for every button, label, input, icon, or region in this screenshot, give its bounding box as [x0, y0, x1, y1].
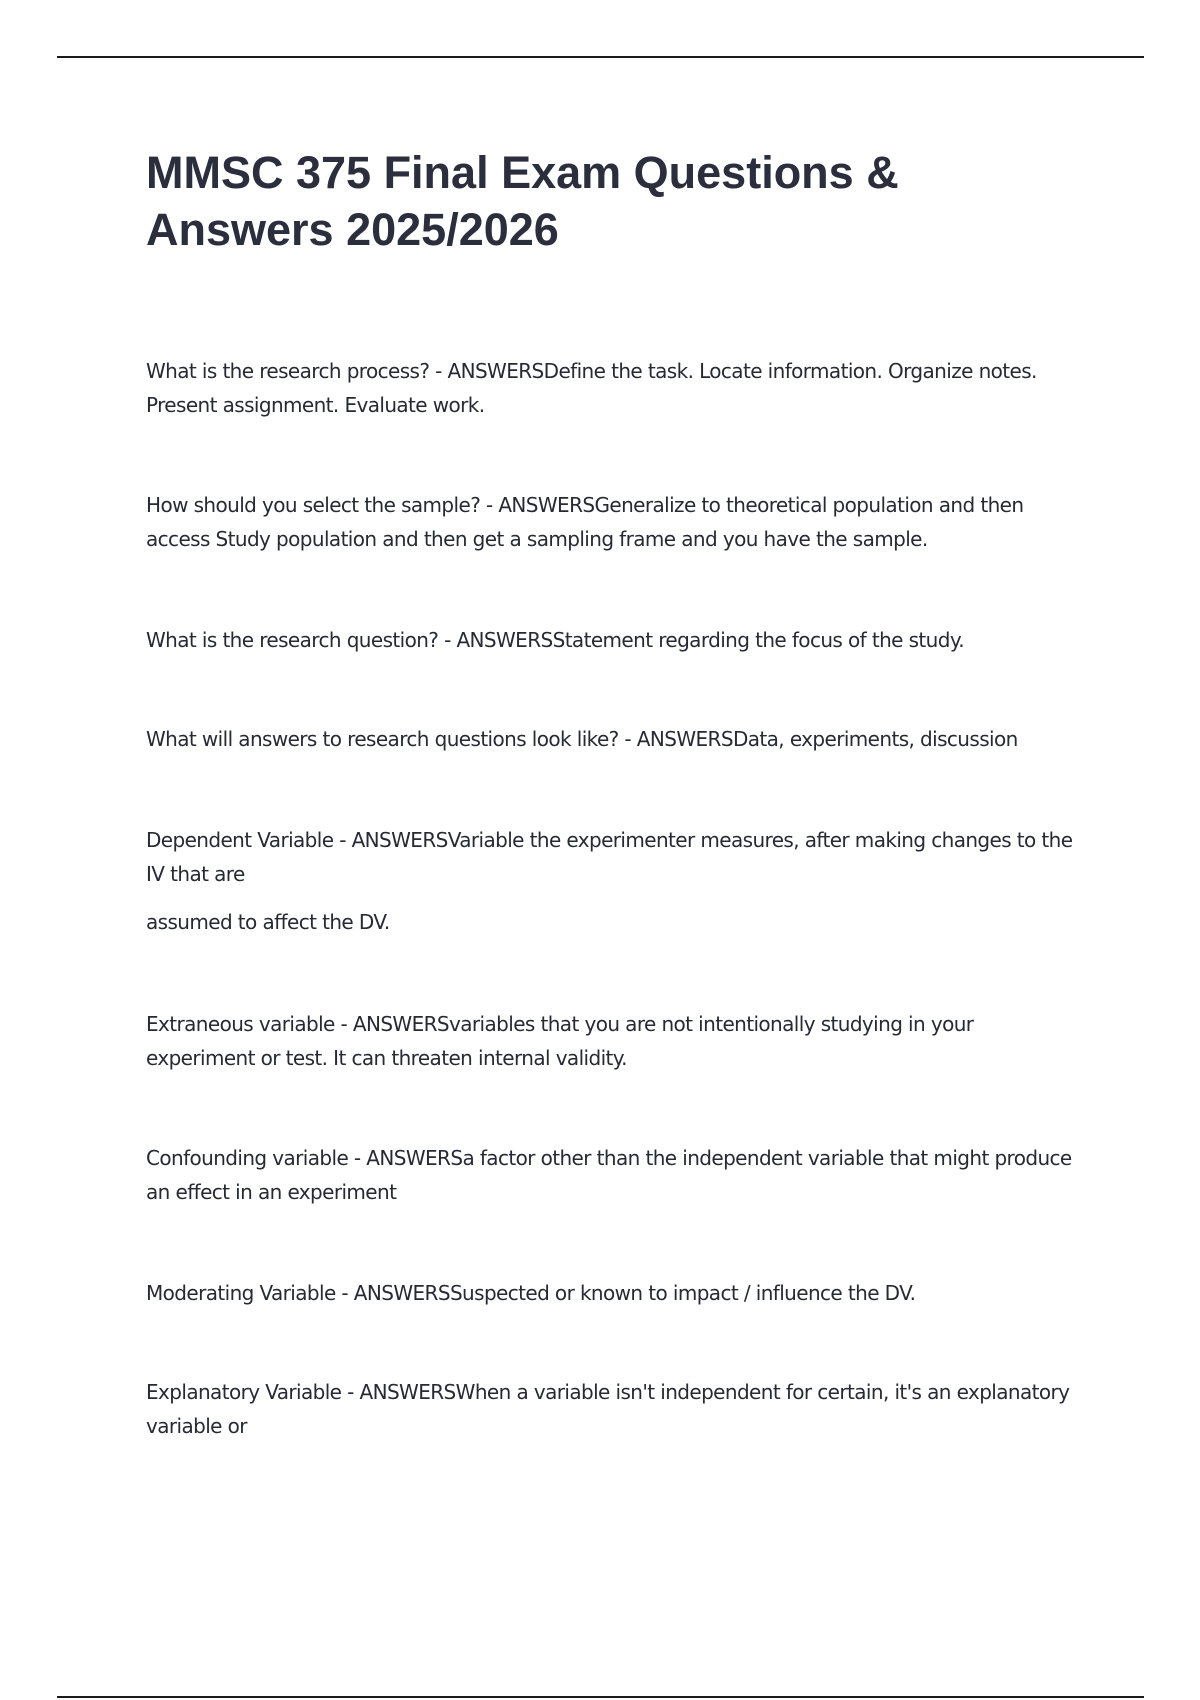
qa-entry — [146, 1276, 1076, 1310]
qa-entry-text: What will answers to research questions look like? - ANSWERSData, experiments, discussion — [146, 727, 1018, 751]
qa-entry-text: How should you select the sample? - ANSWERSGeneralize to theoretical population and then access Study population and then get a sampling frame and you have the sample. — [146, 493, 1024, 551]
document-title: MMSC 375 Final Exam Questions & Answers 2025/2026 — [146, 147, 899, 255]
qa-entry-text: What is the research question? - ANSWERSStatement regarding the focus of the study. — [146, 628, 964, 652]
qa-entry-text: What is the research process? - ANSWERSDefine the task. Locate information. Organize notes. Present assignment. Evaluate work. — [146, 359, 1037, 417]
qa-entry-text: Explanatory Variable - ANSWERSWhen a variable isn't independent for certain, it's an explanatory variable or — [146, 1380, 1070, 1438]
qa-entry-continuation: assumed to affect the DV. — [146, 910, 390, 934]
qa-entry — [146, 623, 1076, 657]
qa-entry — [146, 1375, 1076, 1443]
qa-entry — [146, 722, 1076, 756]
qa-entry-text: Confounding variable - ANSWERSa factor other than the independent variable that might produce an effect in an experiment — [146, 1146, 1072, 1204]
qa-entry-text: Moderating Variable - ANSWERSSuspected or known to impact / influence the DV. — [146, 1281, 916, 1305]
qa-entry-text: Dependent Variable - ANSWERSVariable the experimenter measures, after making changes to the IV that are — [146, 828, 1073, 886]
qa-entry — [146, 823, 1076, 939]
qa-entry — [146, 1007, 1076, 1075]
bottom-rule — [57, 1696, 1144, 1698]
top-rule — [57, 56, 1144, 58]
qa-entry — [146, 1141, 1076, 1209]
qa-entry-text: Extraneous variable - ANSWERSvariables that you are not intentionally studying in your experiment or test. It can threaten internal validity. — [146, 1012, 974, 1070]
qa-entry — [146, 488, 1076, 556]
qa-entry — [146, 354, 1076, 422]
